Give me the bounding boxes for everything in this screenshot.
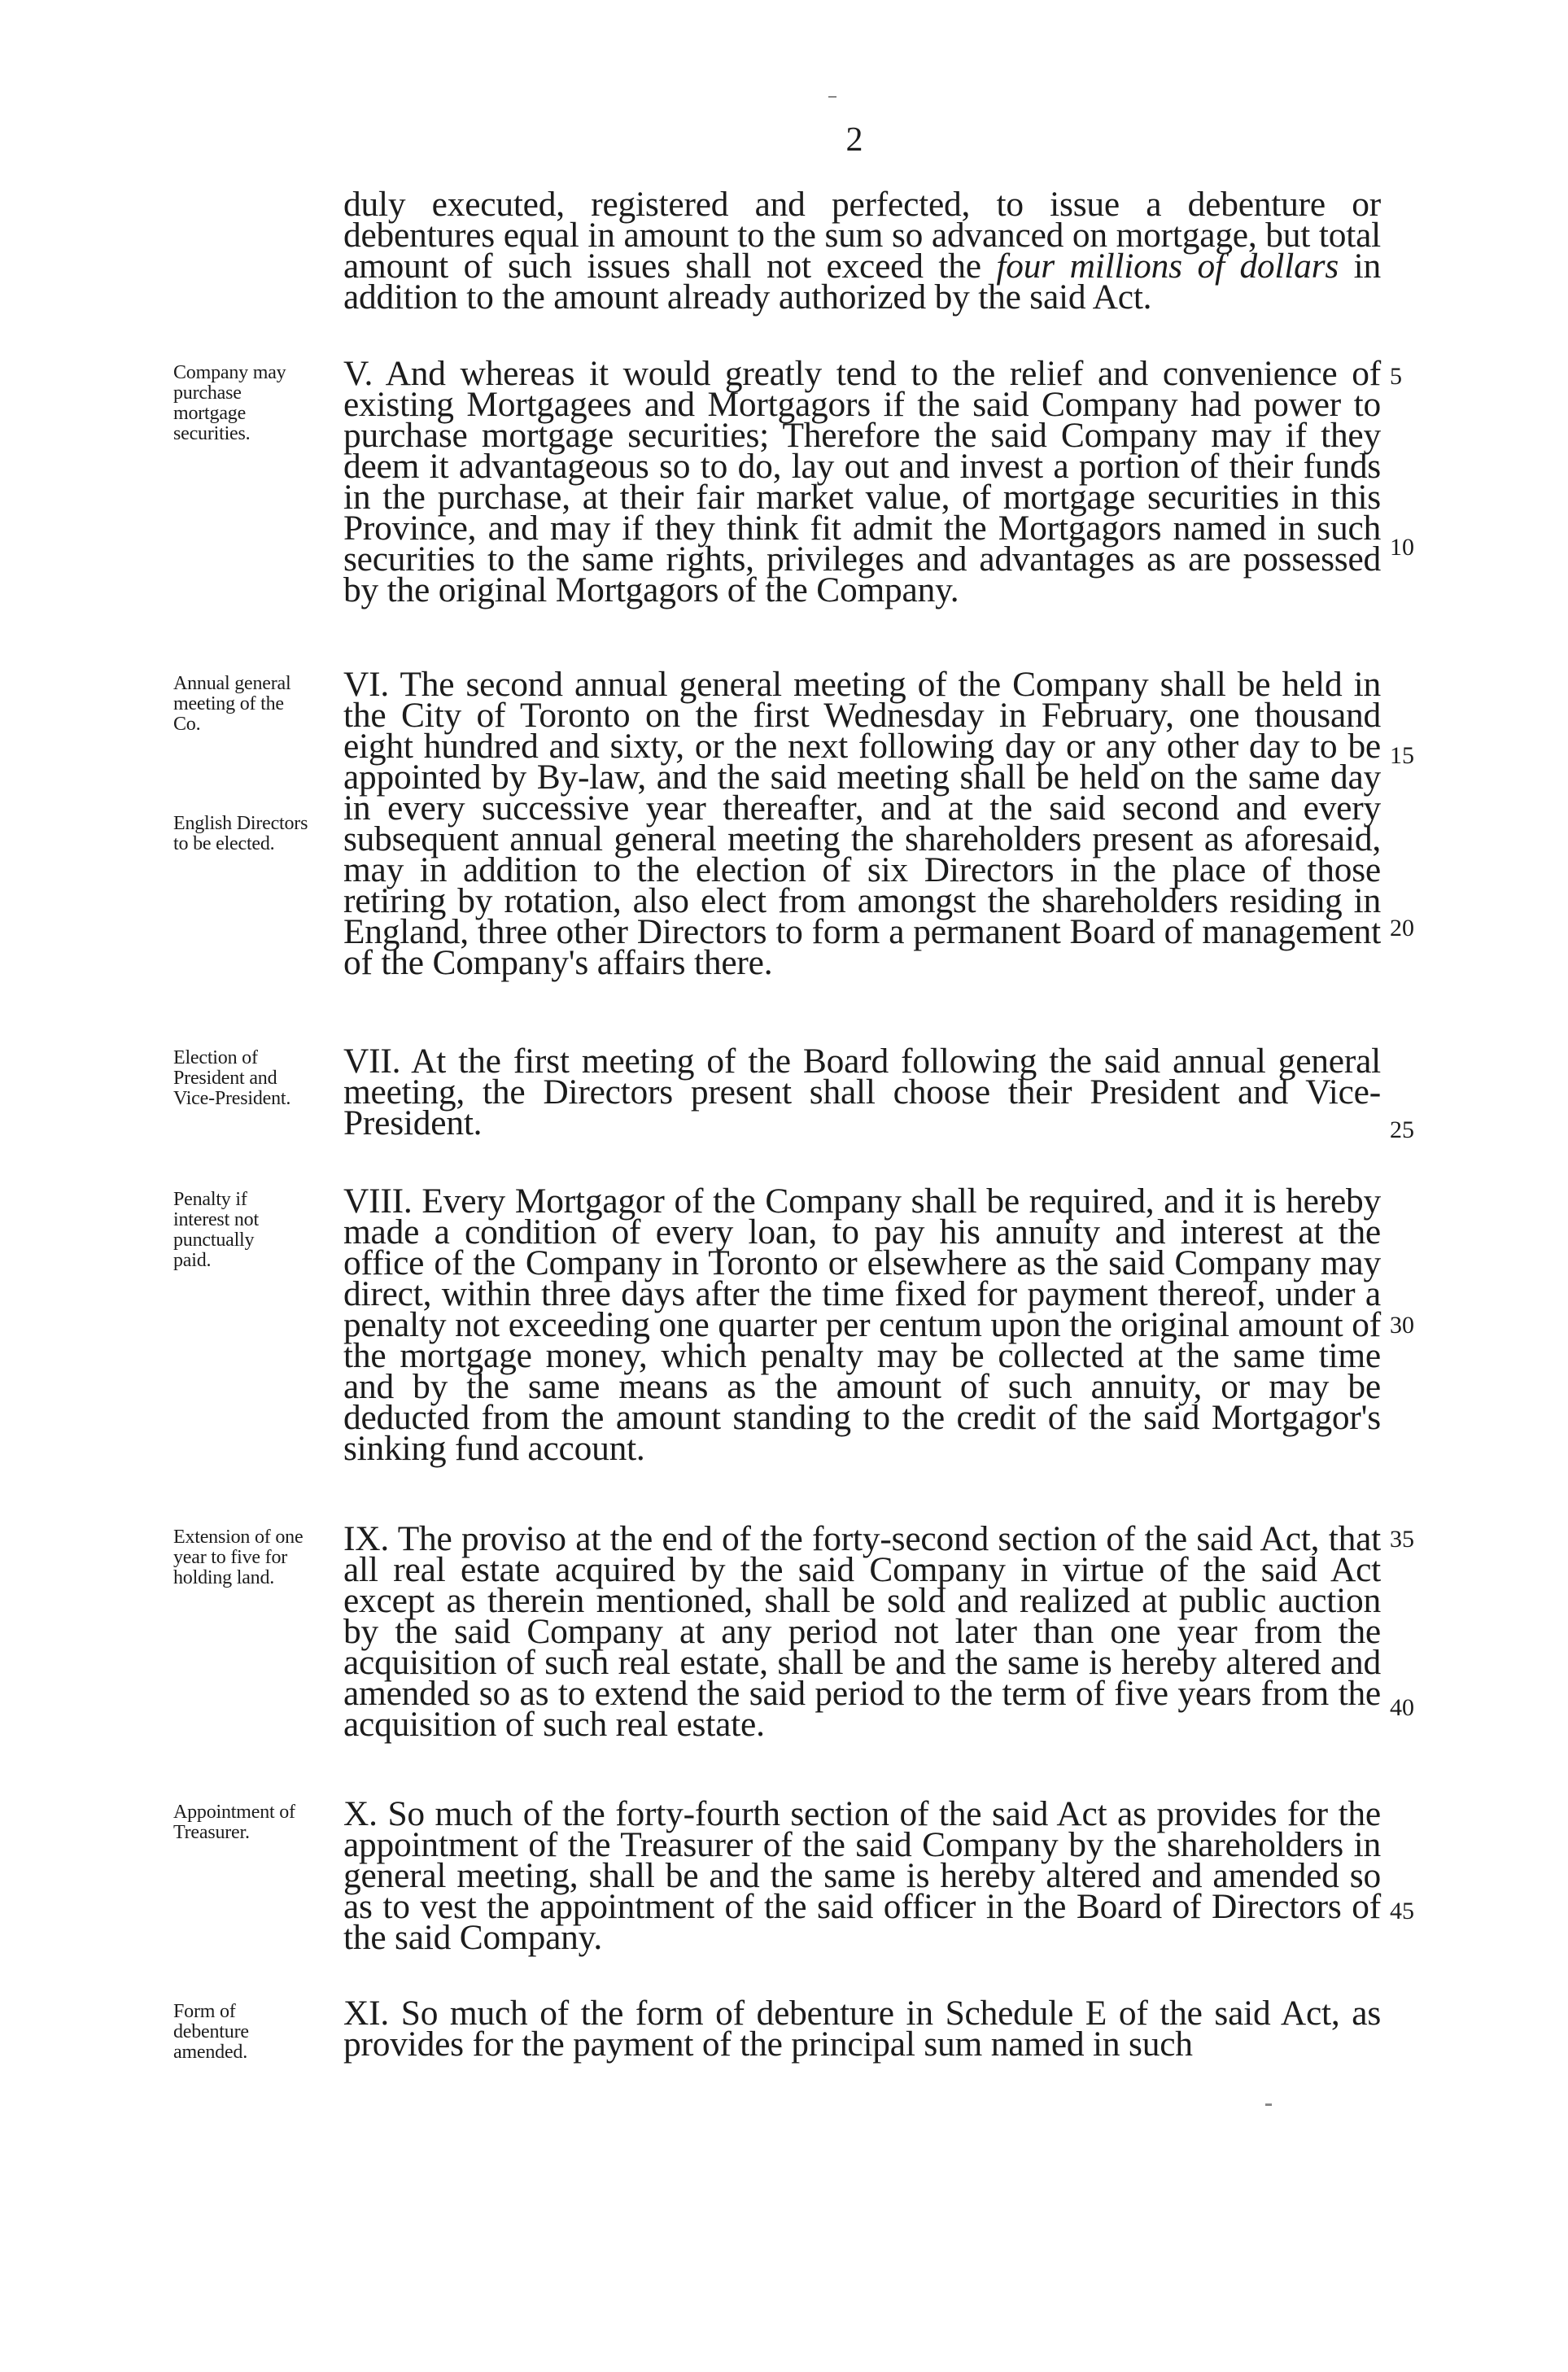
section-vi-text: The second annual general meeting of the Company shall be held in the City of Toronto on the first Wednesday in February, one thousand eight hundred and sixty, or the next following day or any other day to be appointed by By-law, and the said meeting shall be held on the same day in every successive year thereafter, and at the said second and every subsequent annual general meeting the shareholders present as aforesaid, may in addition to the election of six Directors in the place of those retiring by rotation, also elect from amongst the shareholders residing in England, three other Directors to form a permanent Board of management of the Company's affairs there. (343, 665, 1381, 982)
line-number-30: 30 (1390, 1312, 1414, 1339)
section-viii-paragraph (343, 1182, 1381, 1468)
intro-text-after: in addition to the amount already authorized by the said Act. (343, 247, 1382, 317)
section-x-text: So much of the forty-fourth section of the said Act as provides for the appointment of the Treasurer of the said Company by the shareholders in general meeting, shall be and the same is hereby altered and amended so as to vest the appointment of the said officer in the Board of Directors of the said Company. (343, 1794, 1381, 1957)
section-vi-heading: VI. (343, 665, 390, 704)
section-vii-heading: VII. (343, 1042, 401, 1081)
line-number-15: 15 (1390, 742, 1414, 769)
line-number-20: 20 (1390, 915, 1414, 941)
line-number-10: 10 (1390, 534, 1414, 561)
line-number-5: 5 (1390, 363, 1402, 390)
margin-note-annual-meeting: Annual general meeting of the Co. (173, 673, 291, 735)
section-x-heading: X. (343, 1794, 378, 1833)
page-number: 2 (845, 121, 863, 159)
section-vii-paragraph (343, 1042, 1381, 1142)
section-xi-heading: XI. (343, 1994, 390, 2033)
line-number-45: 45 (1390, 1898, 1414, 1924)
margin-note-section-v: Company may purchase mortgage securities. (173, 362, 286, 444)
margin-note-debenture: Form of debenture amended. (173, 2001, 249, 2063)
section-x-paragraph (343, 1794, 1381, 1957)
section-viii-text: Every Mortgagor of the Company shall be required, and it is hereby made a condition of every loan, to pay his annuity and interest at the office of the Company in Toronto or elsewhere as the said Company may direct, within three days after the time fixed for payment thereof, under a penalty not exceeding one quarter per centum upon the original amount of the mortgage money, which penalty may be collected at the same time and by the same means as the amount of such annuity, or may be deducted from the amount standing to the credit of the said Mortgagor's sinking fund account. (343, 1182, 1381, 1468)
section-xi-paragraph (343, 1994, 1382, 2064)
page-mark (1265, 2103, 1272, 2106)
section-v-paragraph (343, 354, 1381, 609)
margin-note-election-president: Election of President and Vice-President. (173, 1047, 291, 1109)
margin-note-treasurer: Appointment of Treasurer. (173, 1802, 295, 1843)
intro-text-before: duly executed, registered and perfected, to issue a debenture or debentures equal in amount to the sum so advanced on mortgage, but total amount of such issues shall not exceed the (343, 185, 1381, 286)
section-v-text: And whereas it would greatly tend to the relief and convenience of existing Mortgagees and Mortgagors if the said Company had power to purchase mortgage securities; Therefore the said Company may if they deem it advantageous so to do, lay out and invest a portion of their funds in the purchase, at their fair market value, of mortgage securities in this Province, and may if they think fit admit the Mortgagors named in such securities to the same rights, privileges and advantages as are possessed by the original Mortgagors of the Company. (343, 354, 1381, 609)
section-ix-paragraph (343, 1519, 1381, 1744)
margin-note-penalty: Penalty if interest not punctually paid. (173, 1189, 259, 1271)
section-ix-text: The proviso at the end of the forty-second section of the said Act, that all real estate acquired by the said Company in virtue of the said Act except as therein mentioned, shall be sold and realized at public auction by the said Company at any period not later than one year from the acquisition of such real estate, shall be and the same is hereby altered and amended so as to extend the said period to the term of five years from the acquisition of such real estate. (343, 1519, 1381, 1744)
section-v-heading: V. (343, 354, 373, 393)
line-number-40: 40 (1390, 1694, 1414, 1721)
section-ix-heading: IX. (343, 1519, 390, 1558)
intro-emphasis: four millions of dollars (996, 247, 1339, 286)
section-xi-text: So much of the form of debenture in Schedule E of the said Act, as provides for the payment of the principal sum named in such (343, 1994, 1382, 2064)
section-viii-heading: VIII. (343, 1182, 413, 1221)
line-number-25: 25 (1390, 1116, 1414, 1143)
section-vii-text: At the first meeting of the Board following the said annual general meeting, the Directors present shall choose their President and Vice-President. (343, 1042, 1381, 1142)
line-number-35: 35 (1390, 1526, 1414, 1553)
page-mark (828, 96, 836, 98)
intro-paragraph (343, 185, 1382, 317)
margin-note-english-directors: English Directors to be elected. (173, 813, 308, 854)
margin-note-extension: Extension of one year to five for holding land. (173, 1527, 304, 1588)
section-vi-paragraph (343, 665, 1381, 982)
